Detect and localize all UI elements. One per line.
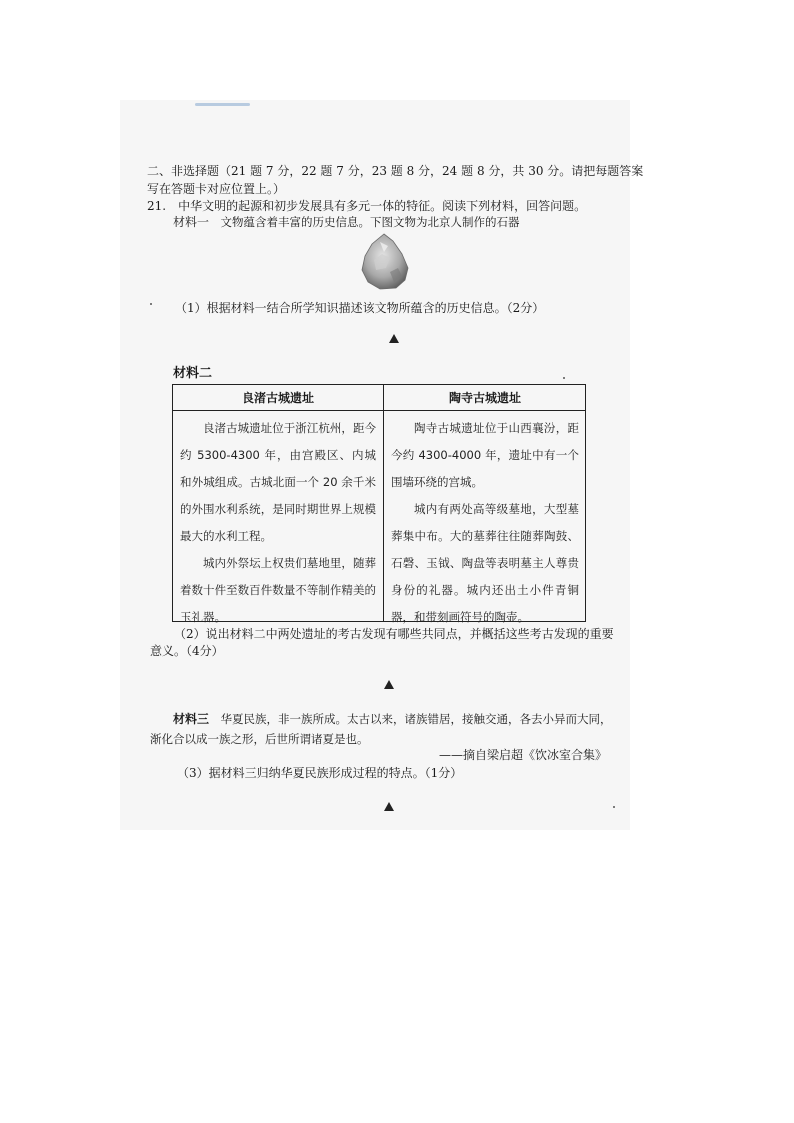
table-header-liangzhu: 良渚古城遗址 (241, 391, 314, 405)
triangle-up-icon (384, 802, 394, 811)
material-3-text-1: 华夏民族，非一族所成。太古以来，诸族错居，接触交通，各去小异而大同， (220, 712, 612, 726)
liangzhu-paragraph: 良渚古城遗址位于浙江杭州，距今约 5300-4300 年，由宫殿区、内城和外城组成。古城北面一个 20 余千米的外围水利系统，是同时期世界上规模最大的水利工程。 (180, 421, 376, 543)
material-1-line (173, 214, 519, 230)
table-header-taosi: 陶寺古城遗址 (448, 391, 521, 405)
triangle-up-icon (389, 334, 399, 343)
taosi-paragraph: 城内有两处高等级墓地，大型墓葬集中布。大的墓葬往往随葬陶鼓、石磬、玉钺、陶盘等表明墓主人尊贵身份的礼器。城内还出土小件青铜器，和带刻画符号的陶壶。 (391, 502, 579, 624)
triangle-up-icon (384, 680, 394, 689)
scan-speck (563, 377, 565, 379)
material-3-line-2: 渐化合以成一族之形，后世所谓诸夏是也。 (150, 732, 369, 746)
question-21-part-3: （3）据材料三归纳华夏民族形成过程的特点。（1分） (177, 766, 463, 780)
question-21-part-2-line-1: （2）说出材料二中两处遗址的考古发现有哪些共同点，并概括这些考古发现的重要 (174, 627, 614, 641)
section-heading-line-1: 二、非选择题（21 题 7 分，22 题 7 分，23 题 8 分，24 题 8 分，共 30 分。请把每题答案 (147, 164, 644, 178)
section-heading-line-2: 写在答题卡对应位置上。） (147, 182, 286, 196)
taosi-paragraph: 陶寺古城遗址位于山西襄汾，距今约 4300-4000 年，遗址中有一个围墙环绕的宫城。 (391, 421, 579, 489)
table-header-divider (173, 410, 585, 411)
question-21-stem: 21. 中华文明的起源和初步发展具有多元一体的特征。阅读下列材料，回答问题。 (147, 199, 587, 213)
table-cell-liangzhu (180, 415, 376, 631)
material-3-label: 材料三 (173, 712, 210, 726)
question-21-part-2-line-2: 意义。（4分） (150, 644, 224, 658)
material-2-label: 材料二 (173, 366, 213, 381)
question-21-part-1: （1）根据材料一结合所学知识描述该文物所蕴含的历史信息。（2分） (175, 301, 545, 315)
material-1-text: 文物蕴含着丰富的历史信息。下图文物为北京人制作的石器 (220, 215, 520, 229)
material-3-line-1 (173, 711, 611, 727)
stone-tool-image (360, 232, 410, 290)
table-column-divider (383, 385, 384, 621)
table-cell-taosi (391, 415, 579, 631)
liangzhu-paragraph: 城内外祭坛上权贵们墓地里，随葬着数十件至数百件数量不等制作精美的玉礼器。 (180, 556, 376, 624)
sites-comparison-table (172, 384, 586, 622)
material-3-source: ——摘自梁启超《饮冰室合集》 (439, 748, 608, 762)
material-1-label: 材料一 (173, 215, 210, 229)
scan-artifact-mark (195, 103, 250, 106)
scan-speck (150, 303, 152, 305)
scan-speck (613, 806, 615, 808)
